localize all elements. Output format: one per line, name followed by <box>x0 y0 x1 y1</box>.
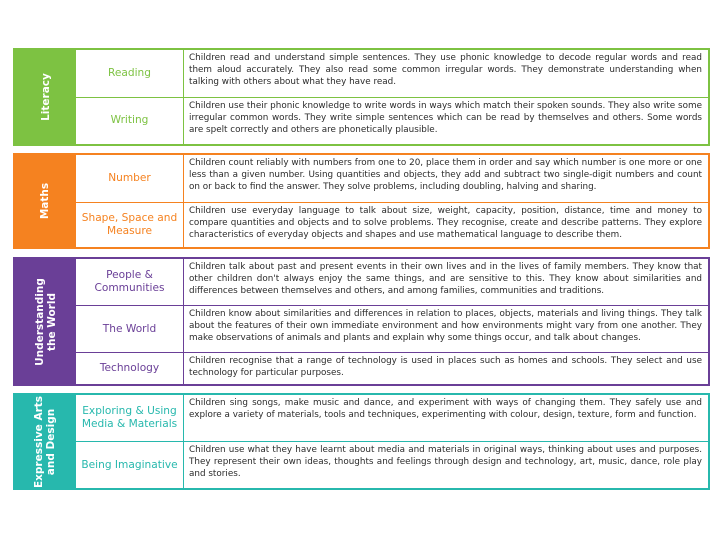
aspect-label: Being Imaginative <box>76 442 184 488</box>
aspect-label: Shape, Space and Measure <box>76 203 184 247</box>
section-rows <box>76 395 708 488</box>
description-text: Children use their phonic knowledge to write words in ways which match their spoken sounds. They also write some irregular common words. They write simple sentences which can be read by themselves and others. Some words are spelt correctly and others are phonetically plausible. <box>189 100 702 135</box>
section-band <box>15 50 76 144</box>
aspect-label: Reading <box>76 50 184 97</box>
description-text: Children count reliably with numbers from one to 20, place them in order and say which number is one more or one less than a given number. Using quantities and objects, they add and subtract two single-digit numbers and count on or back to find the answer. They solve problems, including doubling, halving and sharing. <box>189 158 702 193</box>
aspect-label: Writing <box>76 98 184 145</box>
aspect-label: People & Communities <box>76 259 184 305</box>
aspect-label: The World <box>76 306 184 352</box>
section-title <box>34 278 58 366</box>
table-row <box>76 395 708 441</box>
aspect-description <box>184 306 708 352</box>
aspect-description <box>184 50 708 97</box>
aspect-description <box>184 98 708 145</box>
description-text: Children sing songs, make music and dance, and experiment with ways of changing them. They safely use and explore a variety of materials, tools and techniques, experimenting with colour, design, texture, form and function. <box>189 398 702 421</box>
section-literacy <box>13 48 710 146</box>
section-title-line: Understanding <box>33 277 46 366</box>
aspect-description <box>184 442 708 488</box>
description-text: Children talk about past and present events in their own lives and in the lives of family members. They know that other children don't always enjoy the same things, and are sensitive to this. They know about similarities and differences between themselves and others, and among families, communities and traditions. <box>189 262 702 297</box>
section-rows <box>76 155 708 247</box>
table-row <box>76 441 708 488</box>
description-text: Children recognise that a range of technology is used in places such as homes and schools. They select and use technology for particular purposes. <box>189 356 702 379</box>
section-expressive-arts-and-design <box>13 393 710 490</box>
section-understanding-the-world <box>13 257 710 386</box>
aspect-label: Technology <box>76 353 184 384</box>
aspect-description <box>184 353 708 384</box>
aspect-label: Number <box>76 155 184 202</box>
aspect-description <box>184 155 708 202</box>
section-rows <box>76 50 708 144</box>
section-title-line: Expressive Arts <box>33 395 46 488</box>
description-text: Children use everyday language to talk about size, weight, capacity, position, distance, time and money to compare quantities and objects and to solve problems. They recognise, create and describe patterns. They explore characteristics of everyday objects and shapes and use mathematical language to describe them. <box>189 206 702 241</box>
table-row <box>76 305 708 352</box>
section-title: Maths <box>39 182 52 220</box>
section-maths <box>13 153 710 249</box>
section-title <box>34 395 58 487</box>
aspect-description <box>184 395 708 441</box>
section-title-line: the World <box>45 292 58 351</box>
table-row <box>76 352 708 384</box>
table-row <box>76 97 708 145</box>
table-row <box>76 202 708 247</box>
section-band <box>15 259 76 384</box>
section-band <box>15 155 76 247</box>
description-text: Children read and understand simple sentences. They use phonic knowledge to decode regular words and read them aloud accurately. They also read some common irregular words. They demonstrate understanding when talking with others about what they have read. <box>189 53 702 88</box>
table-row <box>76 50 708 97</box>
section-rows <box>76 259 708 384</box>
description-text: Children use what they have learnt about media and materials in original ways, thinking about uses and purposes. They represent their own ideas, thoughts and feelings through design and technology, art, music, dance, role play and stories. <box>189 445 702 480</box>
section-title-line: and Design <box>45 408 58 475</box>
aspect-label: Exploring & Using Media & Materials <box>76 395 184 441</box>
table-row <box>76 155 708 202</box>
section-band <box>15 395 76 488</box>
section-title: Literacy <box>39 73 52 121</box>
aspect-description <box>184 203 708 247</box>
aspect-description <box>184 259 708 305</box>
table-row <box>76 259 708 305</box>
description-text: Children know about similarities and differences in relation to places, objects, materials and living things. They talk about the features of their own immediate environment and how environments might vary from one another. They make observations of animals and plants and explain why some things occur, and talk about changes. <box>189 309 702 344</box>
